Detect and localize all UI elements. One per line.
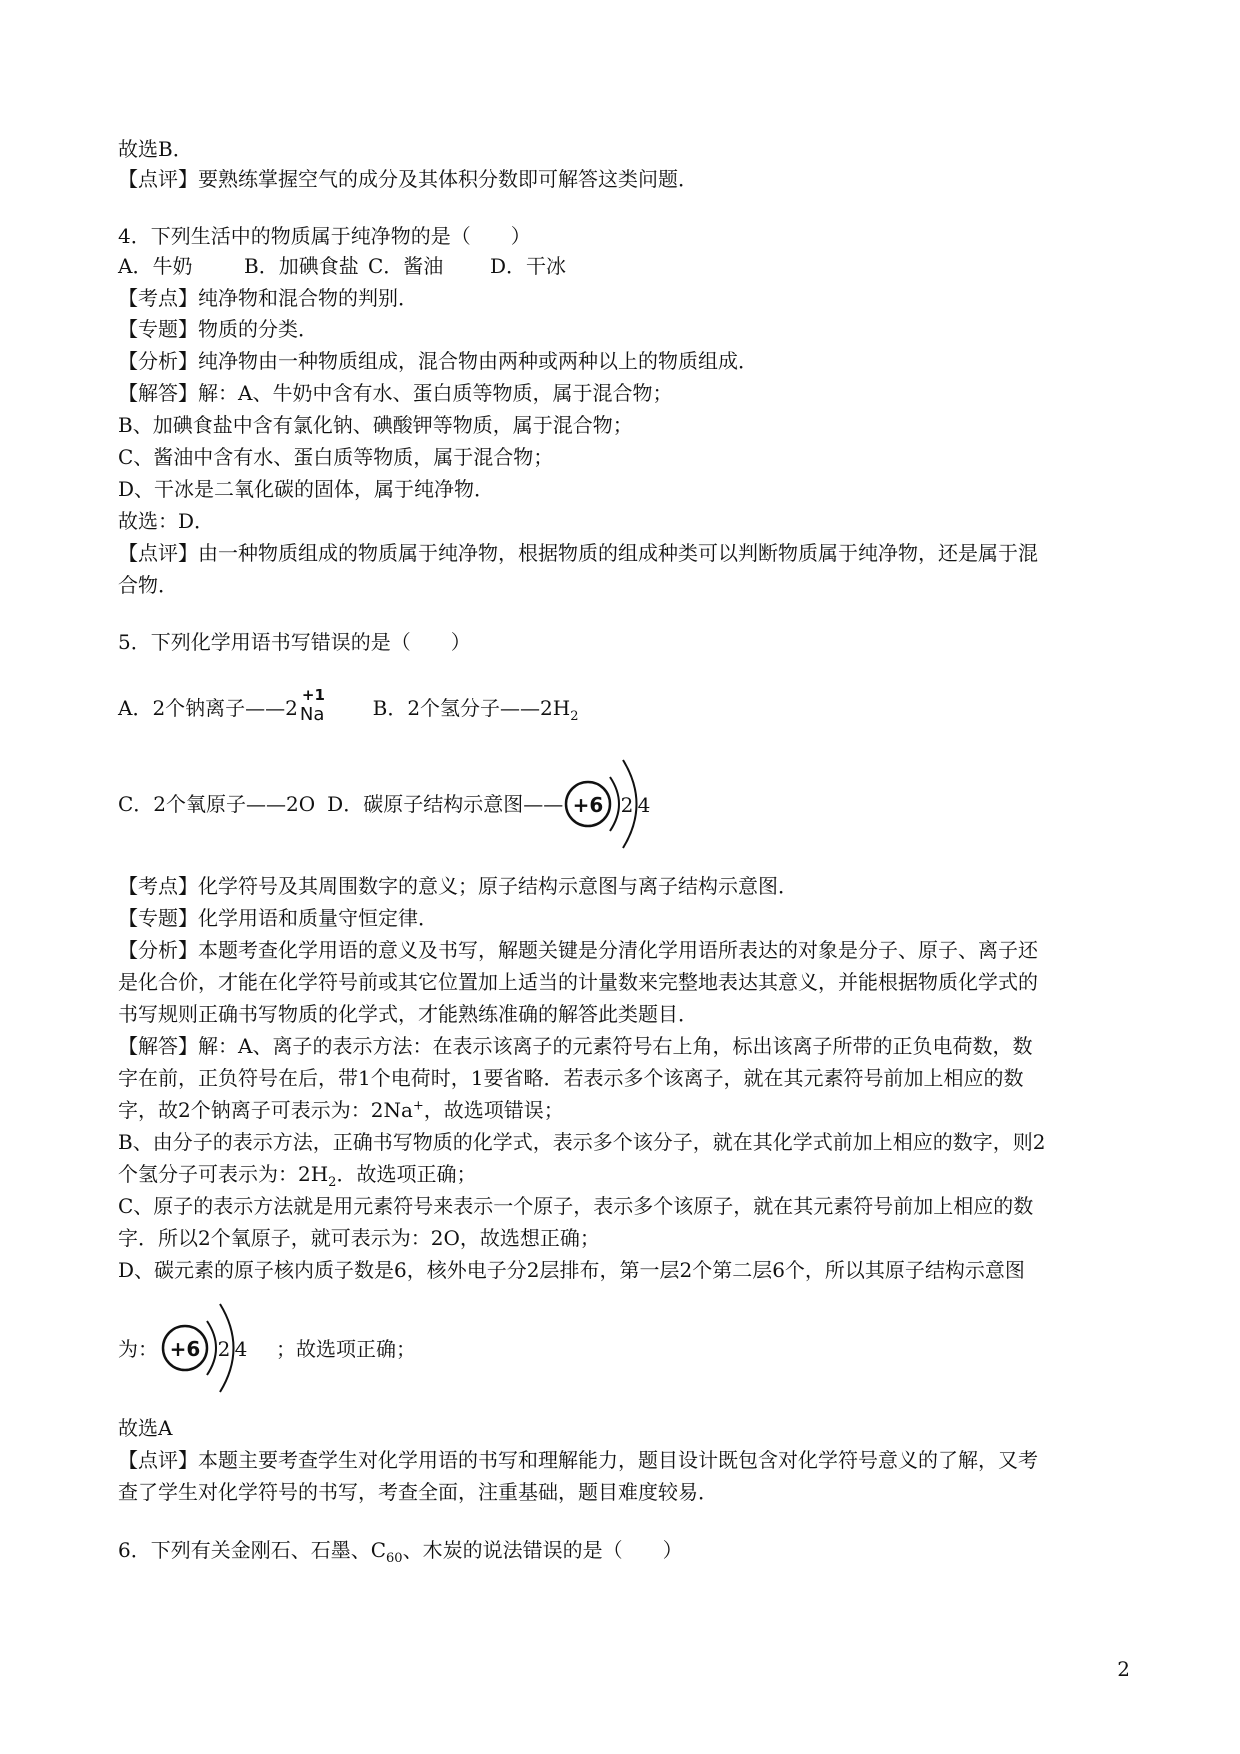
shell-1-electrons: 2 bbox=[620, 793, 634, 817]
carbon-atom-diagram bbox=[558, 742, 688, 862]
page-number: 2 bbox=[1117, 1657, 1130, 1681]
q5-dianping-1: 【点评】本题主要考查学生对化学用语的书写和理解能力，题目设计既包含对化学符号意义的了解，又考 bbox=[118, 1448, 1038, 1472]
q4-fenxi: 【分析】纯净物由一种物质组成，混合物由两种或两种以上的物质组成． bbox=[118, 349, 758, 373]
option-d: D．碳原子结构示意图—— bbox=[327, 792, 564, 816]
option-c: C．2个氧原子——2O bbox=[118, 792, 316, 816]
option-d: D．干冰 bbox=[490, 254, 567, 278]
q4-dianping-2: 合物． bbox=[118, 573, 178, 597]
q4-dianping-1: 【点评】由一种物质组成的物质属于纯净物，根据物质的组成种类可以判断物质属于纯净物，还是属于混 bbox=[118, 541, 1038, 565]
q5-kaodian: 【考点】化学符号及其周围数字的意义；原子结构示意图与离子结构示意图． bbox=[118, 874, 798, 898]
q5-jieda-4: B、由分子的表示方法，正确书写物质的化学式，表示多个该分子，就在其化学式前加上相应的数字，则2 bbox=[118, 1130, 1046, 1154]
question-5-options-ab bbox=[118, 686, 1130, 725]
option-b: B．加碘食盐 bbox=[244, 254, 359, 278]
carbon-atom-diagram-answer bbox=[155, 1286, 285, 1406]
option-c: C．酱油 bbox=[368, 254, 444, 278]
q4-kaodian: 【考点】纯净物和混合物的判别． bbox=[118, 286, 418, 310]
q5-fenxi-2: 是化合价，才能在化学符号前或其它位置加上适当的计量数来完整地表达其意义，并能根据物质化学式的 bbox=[118, 970, 1038, 994]
q5-dianping-2: 查了学生对化学符号的书写，考查全面，注重基础，题目难度较易． bbox=[118, 1480, 718, 1504]
question-5: 5．下列化学用语书写错误的是（ ） bbox=[118, 630, 471, 654]
q4-jieda-1: 【解答】解：A、牛奶中含有水、蛋白质等物质，属于混合物； bbox=[118, 381, 673, 405]
nucleus-charge: +6 bbox=[572, 793, 604, 817]
shell-2-electrons: 4 bbox=[637, 793, 651, 817]
q4-zhuanti: 【专题】物质的分类． bbox=[118, 317, 318, 341]
q4-jieda-2: B、加碘食盐中含有氯化钠、碘酸钾等物质，属于混合物； bbox=[118, 413, 633, 437]
shell-1-electrons: 2 bbox=[217, 1337, 231, 1361]
q5-jieda-1: 【解答】解：A、离子的表示方法：在表示该离子的元素符号右上角，标出该离子所带的正负电荷数，数 bbox=[118, 1034, 1033, 1058]
q5-jieda-3: 字，故2个钠离子可表示为：2Na+，故选项错误； bbox=[118, 1098, 564, 1122]
question-6: 6．下列有关金刚石、石墨、$C_{60}$、木炭的说法错误的是（ ） bbox=[118, 1538, 683, 1566]
q5-jieda-9: 为： ；故选项正确； bbox=[118, 1337, 416, 1361]
q4-jieda-3: C、酱油中含有水、蛋白质等物质，属于混合物； bbox=[118, 445, 554, 469]
line-answer-b: 故选B． bbox=[118, 137, 193, 161]
line-comment-3: 【点评】要熟练掌握空气的成分及其体积分数即可解答这类问题． bbox=[118, 167, 698, 191]
option-a: A．2个钠离子——2 bbox=[118, 696, 298, 720]
sodium-valence-symbol: +1 Na bbox=[299, 686, 325, 725]
q5-fenxi-3: 书写规则正确书写物质的化学式，才能熟练准确的解答此类题目． bbox=[118, 1002, 698, 1026]
shell-2-electrons: 4 bbox=[234, 1337, 248, 1361]
question-4-options bbox=[118, 252, 1130, 280]
nucleus-charge: +6 bbox=[169, 1337, 201, 1361]
q4-jieda-4: D、干冰是二氧化碳的固体，属于纯净物． bbox=[118, 477, 495, 501]
q5-jieda-2: 字在前，正负符号在后，带1个电荷时，1要省略．若表示多个该离子，就在其元素符号前加上相应的数 bbox=[118, 1066, 1024, 1090]
q5-jieda-6: C、原子的表示方法就是用元素符号来表示一个原子，表示多个该原子，就在其元素符号前加上相应的数 bbox=[118, 1194, 1034, 1218]
q5-answer: 故选A bbox=[118, 1416, 173, 1440]
q5-jieda-5: 个氢分子可表示为：$2H_2$．故选项正确； bbox=[118, 1162, 477, 1190]
q5-zhuanti: 【专题】化学用语和质量守恒定律． bbox=[118, 906, 438, 930]
q5-jieda-8: D、碳元素的原子核内质子数是6，核外电子分2层排布，第一层2个第二层6个，所以其原子结构示意图 bbox=[118, 1258, 1025, 1282]
option-a: A．牛奶 bbox=[118, 254, 193, 278]
q4-answer: 故选：D． bbox=[118, 509, 215, 533]
option-b: B．2个氢分子$——2H_2$ bbox=[372, 696, 579, 724]
q5-fenxi-1: 【分析】本题考查化学用语的意义及书写，解题关键是分清化学用语所表达的对象是分子、原子、离子还 bbox=[118, 938, 1038, 962]
question-4: 4．下列生活中的物质属于纯净物的是（ ） bbox=[118, 224, 531, 248]
q5-jieda-7: 字．所以2个氧原子，就可表示为：2O，故选想正确； bbox=[118, 1226, 600, 1250]
